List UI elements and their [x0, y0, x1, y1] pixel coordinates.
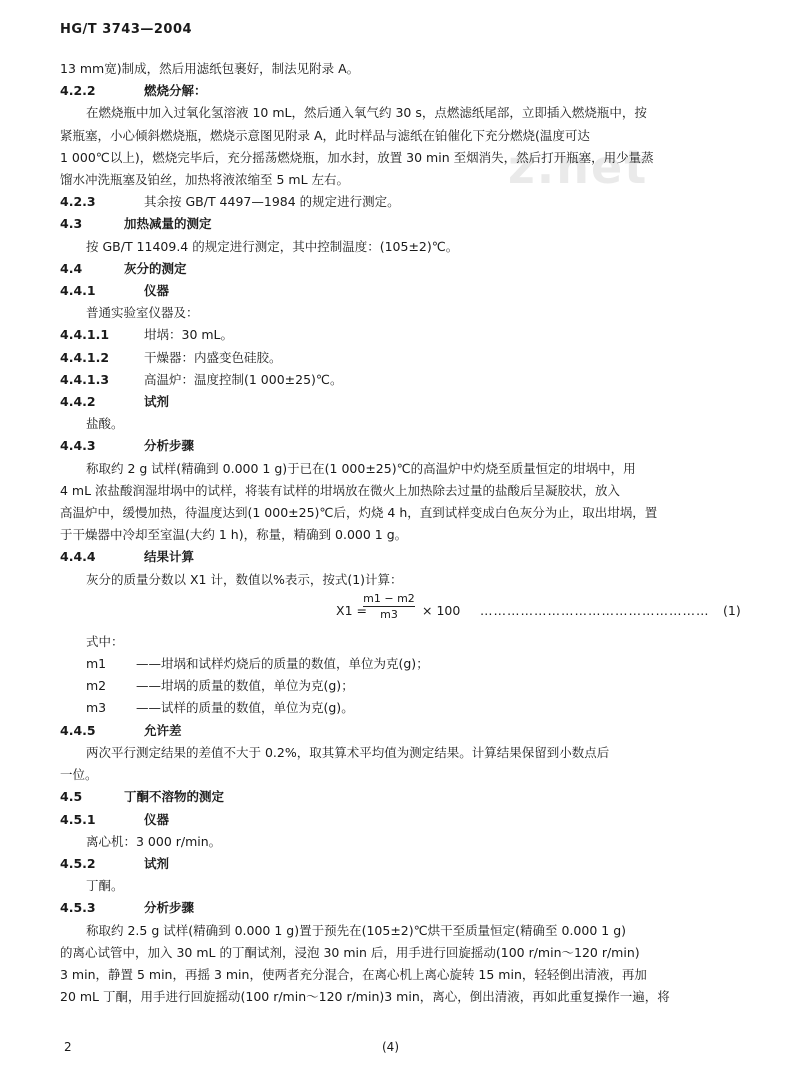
- paragraph-line: 20 mL 丁酮，用手进行回旋摇动(100 r/min～120 r/min)3 min，离心，倒出清液，再如此重复操作一遍，将: [60, 989, 670, 1005]
- section-heading-4-3: [60, 213, 750, 235]
- page-number: 2: [64, 1040, 72, 1054]
- section-number: 4.2.3: [60, 194, 96, 210]
- variable-description: ——坩埚和试样灼烧后的质量的数值，单位为克(g)；: [136, 656, 429, 672]
- paragraph-line: 丁酮。: [86, 878, 124, 894]
- paragraph-line: 灰分的质量分数以 X1 计，数值以%表示，按式(1)计算：: [86, 571, 403, 587]
- section-number: 4.5.2: [60, 855, 96, 871]
- section-number: 4.4.2: [60, 394, 96, 410]
- variable-description: ——试样的质量的数值，单位为克(g)。: [136, 700, 354, 716]
- variable-definition: [60, 675, 750, 697]
- paragraph-line: 离心机：3 000 r/min。: [86, 833, 222, 849]
- variable-definition: [60, 697, 750, 719]
- formula-numerator: m1 − m2: [363, 591, 415, 605]
- paragraph-line: 式中：: [86, 633, 124, 649]
- item-number: 4.4.1.3: [60, 371, 110, 387]
- formula-leader-dots: ……………………………………………: [480, 602, 710, 618]
- watermark: z.net: [508, 140, 649, 194]
- section-heading-4-5-2: [60, 853, 750, 875]
- section-heading-4-4-2: [60, 391, 750, 413]
- section-heading-4-4-3: [60, 435, 750, 457]
- variable-description: ——坩埚的质量的数值，单位为克(g)；: [136, 678, 354, 694]
- section-heading-4-5-3: [60, 897, 750, 919]
- footer-center-mark: (4): [382, 1040, 399, 1054]
- section-number: 4.3: [60, 216, 83, 232]
- paragraph-line: 在燃烧瓶中加入过氧化氢溶液 10 mL，然后通入氧气约 30 s，点燃滤纸尾部，立即插入燃烧瓶中，按: [86, 105, 647, 121]
- item-number: 4.4.1.2: [60, 349, 110, 365]
- document-body: [60, 58, 750, 1008]
- section-title: 仪器: [144, 283, 170, 299]
- section-heading-4-5-1: [60, 809, 750, 831]
- standard-number: HG/T 3743—2004: [60, 22, 193, 37]
- item-text: 干燥器：内盛变色硅胶。: [144, 349, 282, 365]
- paragraph-line: 馏水冲洗瓶塞及铂丝，加热将液浓缩至 5 mL 左右。: [60, 172, 350, 188]
- formula-multiplier: × 100: [422, 602, 461, 618]
- section-heading-4-4: [60, 258, 750, 280]
- paragraph-line: 称取约 2 g 试样(精确到 0.000 1 g)于已在(1 000±25)℃的高温炉中灼烧至质量恒定的坩埚中，用: [86, 460, 636, 476]
- item-4-4-1-3: [60, 369, 750, 391]
- paragraph-line: 1 000℃以上)，燃烧完毕后，充分摇荡燃烧瓶，加水封，放置 30 min 至烟消失，然后打开瓶塞，用少量蒸: [60, 149, 654, 165]
- section-title: 结果计算: [144, 549, 195, 565]
- item-number: 4.4.1.1: [60, 327, 110, 343]
- variable-definition: [60, 653, 750, 675]
- section-number: 4.5.3: [60, 900, 96, 916]
- item-text: 高温炉：温度控制(1 000±25)℃。: [144, 371, 343, 387]
- section-title: 分析步骤: [144, 438, 195, 454]
- item-4-4-1-1: [60, 324, 750, 346]
- paragraph-line: 两次平行测定结果的差值不大于 0.2%，取其算术平均值为测定结果。计算结果保留到小数点后: [86, 744, 610, 760]
- paragraph-line: 称取约 2.5 g 试样(精确到 0.000 1 g)置于预先在(105±2)℃烘干至质量恒定(精确至 0.000 1 g): [86, 922, 627, 938]
- paragraph-line: 的离心试管中，加入 30 mL 的丁酮试剂，浸泡 30 min 后，用手进行回旋摇动(100 r/min～120 r/min): [60, 944, 640, 960]
- paragraph-line: 普通实验室仪器及：: [86, 305, 199, 321]
- section-number: 4.4.3: [60, 438, 96, 454]
- section-heading-4-4-1: [60, 280, 750, 302]
- section-heading-4-2-3: [60, 191, 750, 213]
- section-title: 丁酮不溶物的测定: [124, 789, 225, 805]
- section-title: 仪器: [144, 811, 170, 827]
- section-title: 试剂: [144, 394, 170, 410]
- section-title: 灰分的测定: [124, 260, 187, 276]
- section-number: 4.2.2: [60, 83, 96, 99]
- paragraph-line: 于干燥器中冷却至室温(大约 1 h)，称量，精确到 0.000 1 g。: [60, 527, 408, 543]
- section-number: 4.4.4: [60, 549, 96, 565]
- section-heading-4-2-2: [60, 80, 750, 102]
- item-text: 坩埚：30 mL。: [144, 327, 234, 343]
- formula-lhs: X1 =: [336, 602, 367, 618]
- paragraph-line: 紧瓶塞，小心倾斜燃烧瓶，燃烧示意图见附录 A，此时样品与滤纸在铂催化下充分燃烧(温度可达: [60, 127, 590, 143]
- item-4-4-1-2: [60, 347, 750, 369]
- section-number: 4.4: [60, 260, 83, 276]
- paragraph-line: 一位。: [60, 767, 98, 783]
- section-title: 燃烧分解：: [144, 83, 207, 99]
- section-number: 4.4.1: [60, 283, 96, 299]
- paragraph-line: 盐酸。: [86, 416, 124, 432]
- fraction-bar: [363, 606, 415, 607]
- variable-symbol: m1: [86, 656, 107, 672]
- section-title: 分析步骤: [144, 900, 195, 916]
- paragraph-line: 高温炉中，缓慢加热，待温度达到(1 000±25)℃后，灼烧 4 h，直到试样变成白色灰分为止，取出坩埚，置: [60, 505, 658, 521]
- section-heading-4-4-4: [60, 546, 750, 568]
- section-number: 4.5.1: [60, 811, 96, 827]
- section-heading-4-5: [60, 786, 750, 808]
- equation-number: (1): [723, 602, 741, 618]
- variable-symbol: m2: [86, 678, 107, 694]
- section-title: 允许差: [144, 722, 182, 738]
- formula-denominator: m3: [380, 607, 398, 621]
- formula-1: [60, 591, 750, 631]
- section-heading-4-4-5: [60, 720, 750, 742]
- section-title: 加热减量的测定: [124, 216, 212, 232]
- section-title: 试剂: [144, 855, 170, 871]
- formula-fraction: [363, 591, 415, 622]
- section-number: 4.4.5: [60, 722, 96, 738]
- section-title: 其余按 GB/T 4497—1984 的规定进行测定。: [144, 194, 400, 210]
- paragraph-line: 13 mm宽)制成，然后用滤纸包裹好，制法见附录 A。: [60, 61, 360, 76]
- variable-symbol: m3: [86, 700, 107, 716]
- section-number: 4.5: [60, 789, 83, 805]
- paragraph-line: 3 min，静置 5 min，再摇 3 min，使两者充分混合，在离心机上离心旋转 15 min，轻轻倒出清液，再加: [60, 966, 647, 982]
- paragraph-line: 按 GB/T 11409.4 的规定进行测定，其中控制温度：(105±2)℃。: [86, 238, 459, 254]
- paragraph-line: 4 mL 浓盐酸润湿坩埚中的试样，将装有试样的坩埚放在微火上加热除去过量的盐酸后呈凝胶状，放入: [60, 482, 621, 498]
